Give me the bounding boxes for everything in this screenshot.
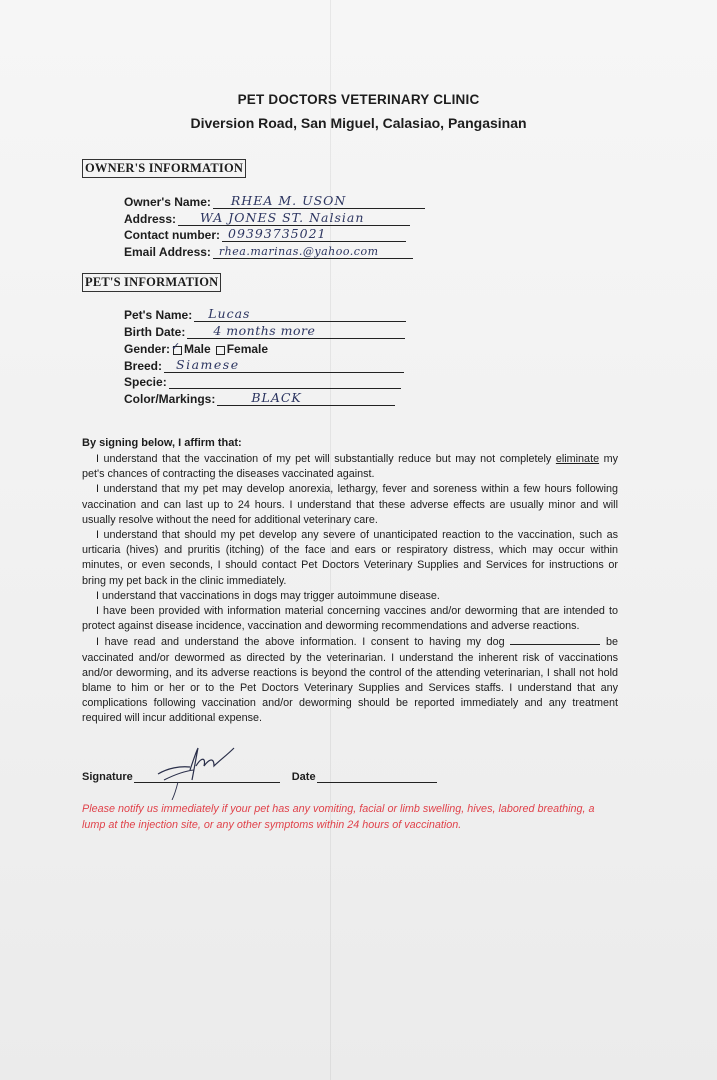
affirmation-paragraph-3: I understand that should my pet develop any severe of unanticipated reaction to the vaccination, such as urticaria (hives) and pruritis (itching) of the face and ears or respiratory distress, which may occur within minutes, or even seconds, I should contact Pet Doctors Veterinary Supplies and Services for instructions or bring my pet back in the clinic immediately. xyxy=(82,529,618,587)
affirmation-heading: By signing below, I affirm that: xyxy=(82,437,242,449)
owner-address-field xyxy=(124,210,410,226)
pet-birth-label: Birth Date: xyxy=(124,325,186,339)
pet-color-line[interactable] xyxy=(217,390,395,406)
p6-text-b: be vaccinated and/or dewormed as directed by the veterinarian. I understand the inherent risk of vaccinations and/or deworming, and its adverse reactions is beyond the control of the attending veterinarian, I shall not hold blame to him or her or to the Pet Doctors Veterinary Supplies and Services staffs. I understand that any complications following vaccination and/or deworming should be reported immediately and any treatment required will incur additional expense. xyxy=(82,636,619,725)
p1-underlined: eliminate xyxy=(555,453,600,465)
affirmation-paragraph-1 xyxy=(82,452,618,482)
owner-address-line[interactable] xyxy=(178,210,410,226)
pet-color-value: BLACK xyxy=(251,390,302,405)
pet-color-field xyxy=(124,390,395,406)
clinic-address: Diversion Road, San Miguel, Calasiao, Pangasinan xyxy=(190,115,527,131)
check-mark-icon: ✓ xyxy=(171,340,181,353)
pet-breed-label: Breed: xyxy=(124,359,163,373)
handwritten-signature xyxy=(150,740,260,800)
pet-name-value: Lucas xyxy=(208,306,251,321)
gender-female-label: Female xyxy=(226,342,269,356)
gender-male-label: Male xyxy=(184,342,211,356)
pet-birth-line[interactable] xyxy=(187,323,405,339)
owner-email-label: Email Address: xyxy=(124,245,211,259)
pet-name-line[interactable] xyxy=(194,306,406,322)
signature-label: Signature xyxy=(82,771,133,783)
pet-specie-line[interactable] xyxy=(169,373,401,389)
owner-name-label: Owner's Name: xyxy=(124,195,211,209)
pet-birth-field xyxy=(124,323,405,339)
date-label: Date xyxy=(291,771,316,783)
owner-section-title: OWNER'S INFORMATION xyxy=(82,159,246,178)
affirmation-paragraph-4: I understand that vaccinations in dogs may trigger autoimmune disease. xyxy=(96,589,440,602)
affirmation-body xyxy=(82,452,618,727)
pet-breed-line[interactable] xyxy=(164,357,404,373)
owner-address-label: Address: xyxy=(124,212,177,226)
p6-text-a: I have read and understand the above information. I consent to having my dog xyxy=(96,636,511,649)
pet-name-label: Pet's Name: xyxy=(124,308,193,322)
owner-name-line[interactable] xyxy=(213,193,425,209)
p1-text-a: I understand that the vaccination of my pet will substantially reduce but may not completely xyxy=(96,453,556,465)
dog-name-blank[interactable] xyxy=(510,634,600,645)
clinic-name: PET DOCTORS VETERINARY CLINIC xyxy=(237,92,480,107)
pet-breed-field xyxy=(124,357,404,373)
owner-contact-line[interactable] xyxy=(222,226,406,242)
vaccination-notice: Please notify us immediately if your pet has any vomiting, facial or limb swelling, hives, labored breathing, a lump at the injection site, or any other symptoms within 24 hours of vaccination. xyxy=(82,803,595,831)
gender-female-checkbox[interactable] xyxy=(216,346,225,355)
owner-email-field xyxy=(124,243,413,259)
date-line[interactable] xyxy=(317,770,437,783)
owner-contact-field xyxy=(124,226,406,242)
owner-name-field xyxy=(124,193,425,209)
owner-address-value: WA JONES ST. Nalsian xyxy=(200,210,365,225)
pet-specie-field xyxy=(124,373,401,389)
pet-gender-field xyxy=(124,340,268,356)
affirmation-paragraph-6 xyxy=(82,634,618,726)
owner-email-line[interactable] xyxy=(213,243,413,259)
owner-contact-value: 09393735021 xyxy=(228,226,327,241)
p1-text-b: my pet's chances of contracting the diseases vaccinated against. xyxy=(82,453,618,481)
pet-gender-label: Gender: xyxy=(124,342,171,356)
pet-name-field xyxy=(124,306,406,322)
pet-section-title: PET'S INFORMATION xyxy=(82,273,221,292)
pet-breed-value: Siamese xyxy=(176,357,240,372)
pet-specie-label: Specie: xyxy=(124,375,167,389)
gender-male-checkbox[interactable] xyxy=(171,340,182,355)
affirmation-paragraph-2: I understand that my pet may develop anorexia, lethargy, fever and soreness within a few hours following vaccination and can last up to 24 hours. I understand that these adverse effects are usually minor and will usually resolve without the need for additional veterinary care. xyxy=(82,483,618,526)
pet-color-label: Color/Markings: xyxy=(124,392,216,406)
owner-email-value: rhea.marinas.@yahoo.com xyxy=(218,245,379,258)
owner-name-value: RHEA M. USON xyxy=(230,193,347,208)
pet-birth-value: 4 months more xyxy=(213,323,316,338)
form-header xyxy=(0,92,717,131)
affirmation-paragraph-5: I have been provided with information material concerning vaccines and/or deworming that are intended to protect against disease incidence, vaccination and deworming recommendations and adverse reactions. xyxy=(82,605,618,633)
owner-contact-label: Contact number: xyxy=(124,228,220,242)
